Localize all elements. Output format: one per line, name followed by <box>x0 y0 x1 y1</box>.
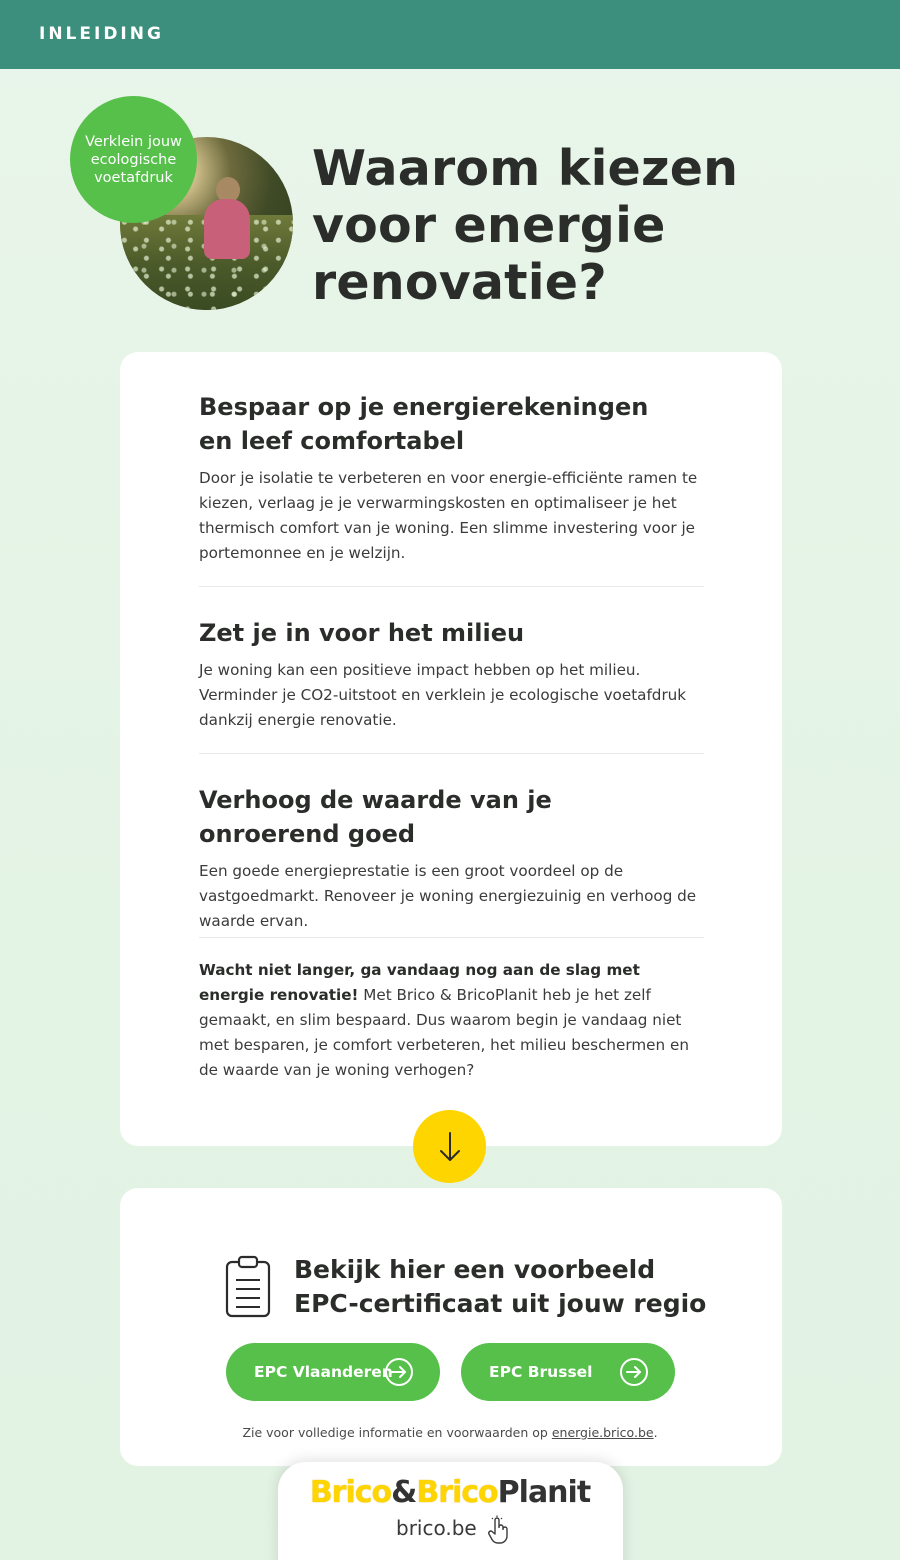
epc-vlaanderen-button[interactable] <box>226 1343 440 1401</box>
hero-photo-person <box>198 177 256 269</box>
eco-badge-text: Verklein jouw ecologische voetafdruk <box>85 133 182 186</box>
page-title: Waarom kiezen voor energie renovatie? <box>312 140 739 311</box>
button-label: EPC Vlaanderen <box>254 1363 393 1381</box>
arrow-right-circle-icon <box>384 1357 414 1387</box>
cta-paragraph <box>199 958 699 1083</box>
cta-bold: Wacht niet langer, ga vandaag nog aan de slag met energie renovatie! <box>199 961 640 1004</box>
epc-footnote: Zie voor volledige informatie en voorwaarden op energie.brico.be. <box>242 1425 658 1440</box>
epc-title: Bekijk hier een voorbeeld EPC-certificaat uit jouw regio <box>294 1255 707 1318</box>
section-body: Een goede energieprestatie is een groot voordeel op de vastgoedmarkt. Renoveer je woning energiezuinig en verhoog de waarde ervan. <box>199 862 697 930</box>
section-title: Zet je in voor het milieu <box>199 619 525 647</box>
arrow-right-circle-icon <box>619 1357 649 1387</box>
clipboard-icon <box>224 1254 272 1320</box>
cta-body: Met Brico & BricoPlanit heb je het zelf gemaakt, en slim bespaard. Dus waarom begin je vandaag niet met besparen, je comfort verbeteren, het milieu beschermen en de waarde van je woning verhogen? <box>199 986 689 1079</box>
scroll-down-button[interactable] <box>413 1110 486 1183</box>
section-body: Je woning kan een positieve impact hebben op het milieu. Verminder je CO2-uitstoot en verklein je ecologische voetafdruk dankzij energie renovatie. <box>199 661 687 729</box>
arrow-down-icon <box>437 1130 463 1164</box>
section-environment <box>199 616 719 733</box>
button-label: EPC Brussel <box>489 1363 593 1381</box>
brand-logo[interactable]: Brico&BricoPlanit <box>309 1475 591 1510</box>
section-title: Verhoog de waarde van je onroerend goed <box>199 786 552 848</box>
divider <box>199 937 704 938</box>
section-title: Bespaar op je energierekeningen en leef comfortabel <box>199 393 649 455</box>
eco-badge <box>70 96 197 223</box>
section-save-energy <box>199 390 719 566</box>
hand-pointer-icon <box>486 1515 510 1545</box>
divider <box>199 586 704 587</box>
header-title: INLEIDING <box>39 24 164 44</box>
section-body: Door je isolatie te verbeteren en voor energie-efficiënte ramen te kiezen, verlaag je je verwarmingskosten en optimaliseer je het thermisch comfort van je woning. Een slimme investering voor je portemonnee en je welzijn. <box>199 469 698 562</box>
header-bar <box>0 0 900 69</box>
energie-link[interactable]: energie.brico.be <box>551 1425 654 1440</box>
divider <box>199 753 704 754</box>
epc-brussel-button[interactable] <box>461 1343 675 1401</box>
brico-url-link[interactable]: brico.be <box>396 1516 477 1540</box>
section-property-value <box>199 783 719 934</box>
